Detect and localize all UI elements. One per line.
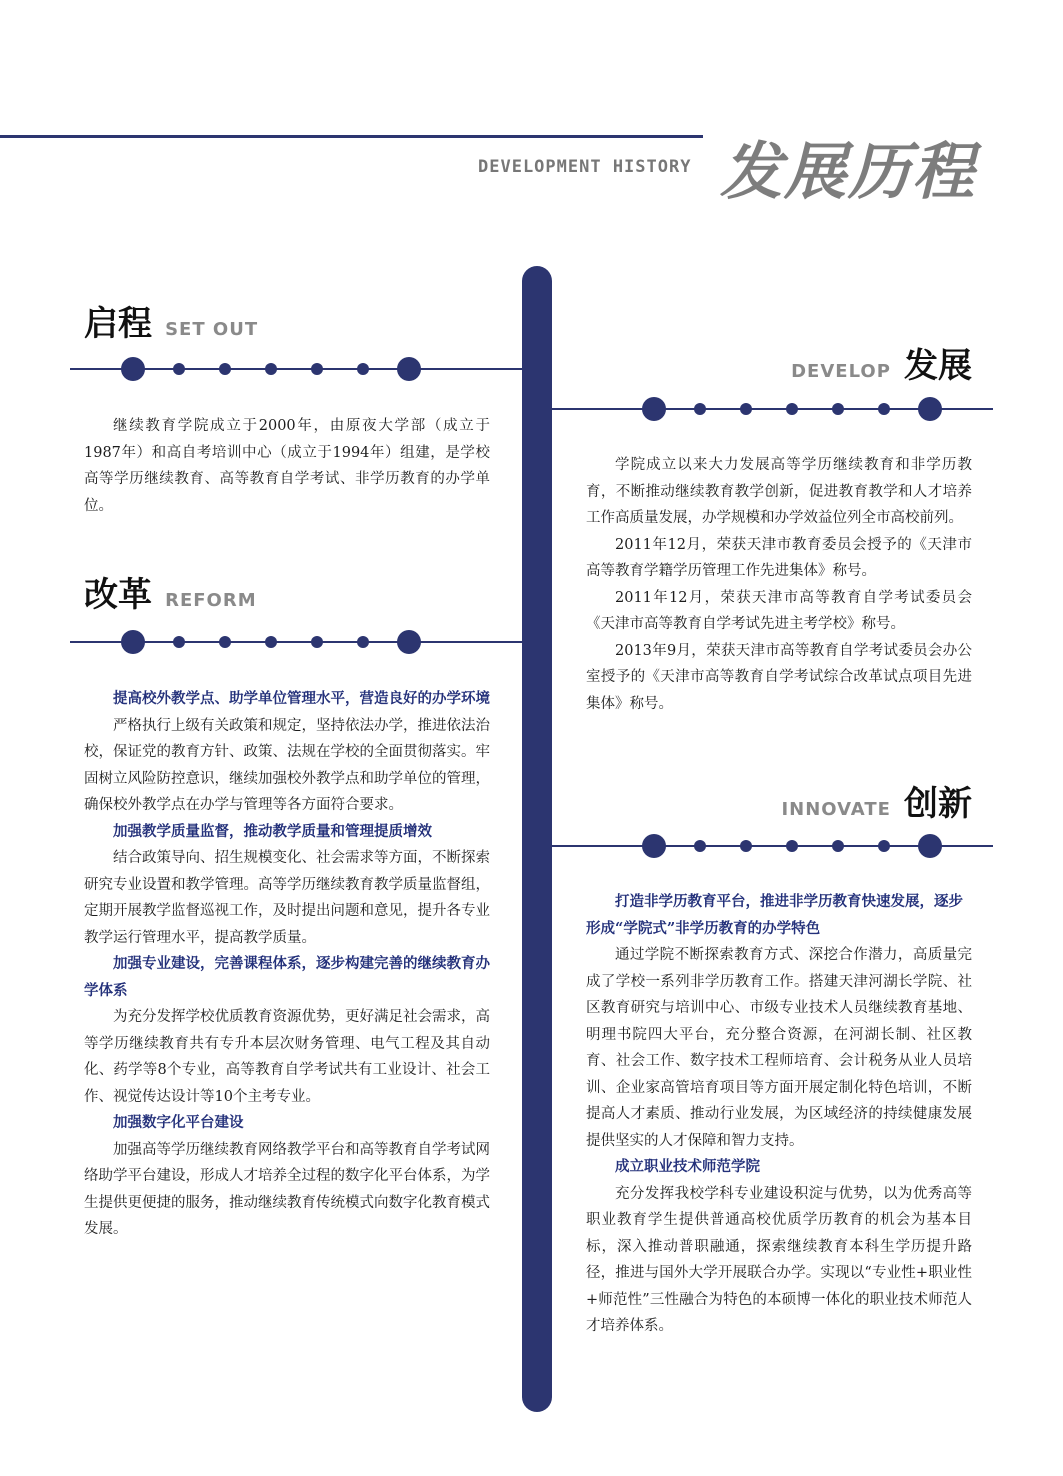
develop-body xyxy=(586,452,972,717)
section-title-cn: 创新 xyxy=(904,784,972,824)
timeline-node xyxy=(121,357,145,381)
timeline-dot xyxy=(311,636,323,648)
timeline-dot xyxy=(694,840,706,852)
reform-paragraph: 加强高等学历继续教育网络教学平台和高等教育自学考试网络助学平台建设，形成人才培养全过程的数字化平台体系，为学生提供更便捷的服务，推动继续教育传统模式向数字化教育模式发展。 xyxy=(84,1141,490,1237)
reform-paragraph: 严格执行上级有关政策和规定，坚持依法办学，推进依法治校，保证党的教育方针、政策、法规在学校的全面贯彻落实。牢固树立风险防控意识，继续加强校外教学点和助学单位的管理，确保校外教学点在办学与管理等各方面符合要求。 xyxy=(84,717,490,813)
timeline-node xyxy=(121,630,145,654)
reform-subheading: 加强数字化平台建设 xyxy=(113,1114,244,1131)
innovate-body xyxy=(586,889,972,1340)
timeline-dot xyxy=(786,403,798,415)
develop-paragraph: 2013年9月，荣获天津市高等教育自学考试委员会办公室授予的《天津市高等教育自学考试综合改革试点项目先进集体》称号。 xyxy=(586,642,972,712)
setout-body xyxy=(84,413,490,519)
reform-subheading: 提高校外教学点、助学单位管理水平，营造良好的办学环境 xyxy=(113,690,490,707)
timeline-spine xyxy=(522,266,552,1412)
section-heading-develop xyxy=(740,338,972,387)
timeline-dot xyxy=(265,363,277,375)
innovate-subheading: 打造非学历教育平台，推进非学历教育快速发展，逐步形成“学院式”非学历教育的办学特色 xyxy=(586,893,963,937)
reform-subheading: 加强专业建设，完善课程体系，逐步构建完善的继续教育办学体系 xyxy=(84,955,490,999)
reform-paragraph: 结合政策导向、招生规模变化、社会需求等方面，不断探索研究专业设置和教学管理。高等学历继续教育教学质量监督组，定期开展教学监督巡视工作，及时提出问题和意见，提升各专业教学运行管理水平，提高教学质量。 xyxy=(84,850,490,946)
section-title-en: SET OUT xyxy=(165,319,259,340)
timeline-node xyxy=(642,397,666,421)
timeline-node xyxy=(642,834,666,858)
section-title-cn: 发展 xyxy=(904,346,972,386)
timeline-dot xyxy=(357,636,369,648)
timeline-dot xyxy=(740,403,752,415)
timeline-dot xyxy=(357,363,369,375)
timeline-dot xyxy=(219,636,231,648)
timeline-node xyxy=(397,630,421,654)
section-heading-innovate xyxy=(720,776,972,825)
timeline-dot xyxy=(740,840,752,852)
innovate-paragraph: 充分发挥我校学科专业建设积淀与优势，以为优秀高等职业教育学生提供普通高校优质学历教育的机会为基本目标，深入推动普职融通，探索继续教育本科生学历提升路径，推进与国外大学开展联合办学。实现以“专业性+职业性+师范性”三性融合为特色的本硕博一体化的职业技术师范人才培养体系。 xyxy=(586,1185,972,1334)
timeline-dot xyxy=(694,403,706,415)
section-title-cn: 改革 xyxy=(84,575,152,615)
develop-paragraph: 2011年12月，荣获天津市高等教育自学考试委员会《天津市高等教育自学考试先进主考学校》称号。 xyxy=(586,589,972,632)
section-heading-setout xyxy=(84,296,258,345)
section-title-en: DEVELOP xyxy=(791,361,891,382)
section-title-cn: 启程 xyxy=(84,304,152,344)
timeline-dot xyxy=(878,840,890,852)
section-title-en: REFORM xyxy=(165,590,257,611)
reform-subheading: 加强教学质量监督，推动教学质量和管理提质增效 xyxy=(113,822,432,840)
reform-body xyxy=(84,686,490,1243)
timeline-dot xyxy=(832,403,844,415)
timeline-node xyxy=(397,357,421,381)
innovate-subheading: 成立职业技术师范学院 xyxy=(615,1158,760,1175)
innovate-paragraph: 通过学院不断探索教育方式、深挖合作潜力，高质量完成了学校一系列非学历教育工作。搭建天津河湖长学院、社区教育研究与培训中心、市级专业技术人员继续教育基地、明理书院四大平台，充分整合资源，在河湖长制、社区教育、社会工作、数字技术工程师培育、会计税务从业人员培训、企业家高管培育项目等方面开展定制化特色培训，不断提高人才素质、推动行业发展，为区域经济的持续健康发展提供坚实的人才保障和智力支持。 xyxy=(586,947,972,1149)
develop-paragraph: 2011年12月，荣获天津市教育委员会授予的《天津市高等教育学籍学历管理工作先进集体》称号。 xyxy=(586,536,972,579)
timeline-dot xyxy=(311,363,323,375)
timeline-dot xyxy=(173,363,185,375)
section-title-en: INNOVATE xyxy=(781,799,891,820)
timeline-node xyxy=(918,834,942,858)
page-title: 发展历程 xyxy=(720,135,977,208)
timeline-node xyxy=(918,397,942,421)
timeline-dot xyxy=(173,636,185,648)
section-heading-reform xyxy=(84,567,257,616)
timeline-dot xyxy=(219,363,231,375)
timeline-dot xyxy=(786,840,798,852)
header-english-title: DEVELOPMENT HISTORY xyxy=(478,157,692,177)
develop-paragraph: 学院成立以来大力发展高等学历继续教育和非学历教育，不断推动继续教育教学创新，促进教育教学和人才培养工作高质量发展，办学规模和办学效益位列全市高校前列。 xyxy=(586,457,972,526)
setout-paragraph: 继续教育学院成立于2000年，由原夜大学部（成立于1987年）和高自考培训中心（成立于1994年）组建，是学校高等学历继续教育、高等教育自学考试、非学历教育的办学单位。 xyxy=(84,418,490,514)
timeline-dot xyxy=(265,636,277,648)
header-rule xyxy=(0,135,703,138)
timeline-dot xyxy=(832,840,844,852)
timeline-dot xyxy=(878,403,890,415)
reform-paragraph: 为充分发挥学校优质教育资源优势，更好满足社会需求，高等学历继续教育共有专升本层次财务管理、电气工程及其自动化、药学等8个专业，高等教育自学考试共有工业设计、社会工作、视觉传达设计等10个主考专业。 xyxy=(84,1009,490,1105)
